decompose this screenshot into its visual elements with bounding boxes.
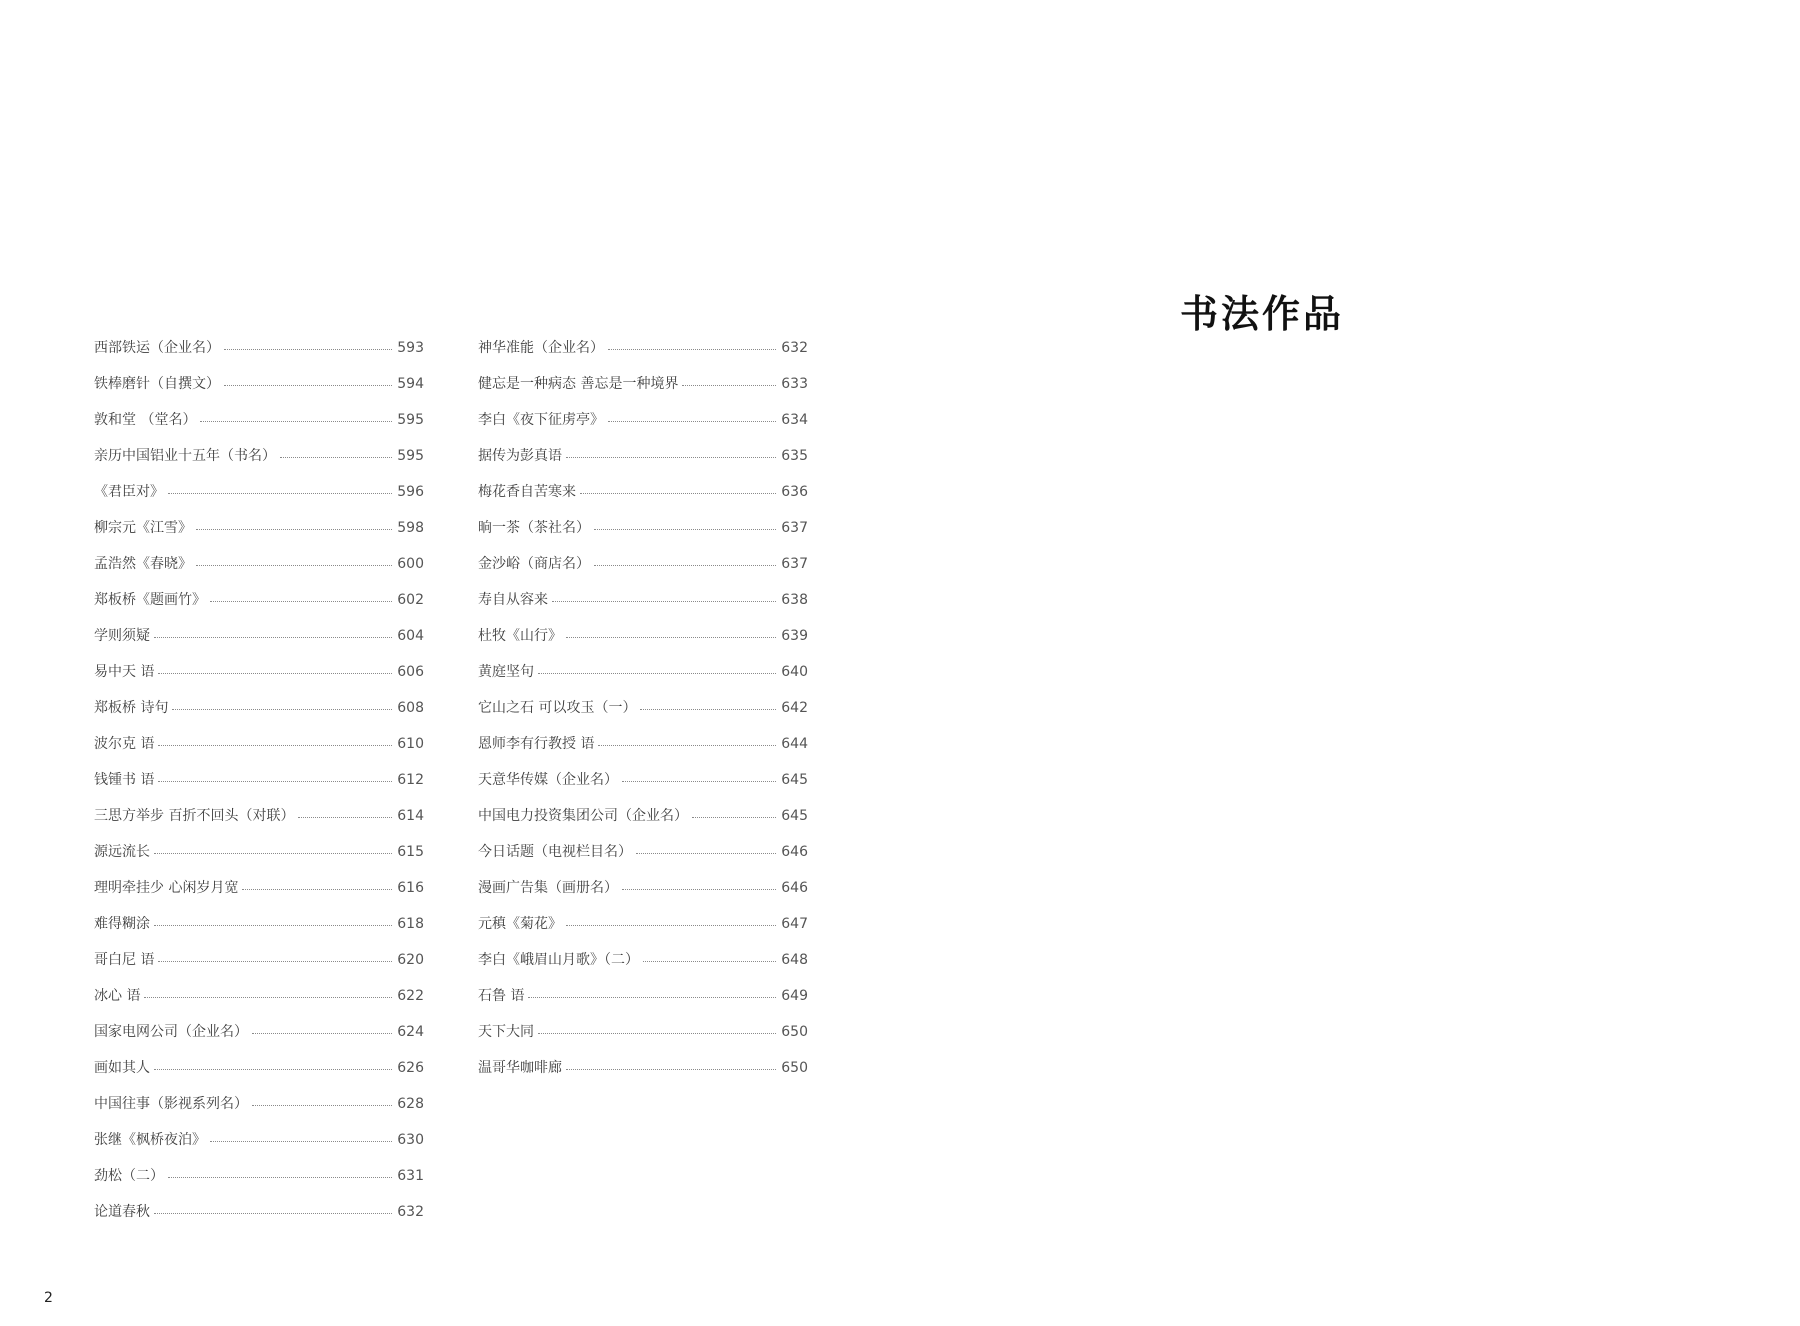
toc-entry xyxy=(478,1014,808,1050)
dot-leader xyxy=(158,745,392,746)
toc-entry-title: 晌一茶（茶社名） xyxy=(478,520,590,536)
toc-entry-page: 646 xyxy=(781,844,808,860)
toc-entry-page: 633 xyxy=(781,376,808,392)
dot-leader xyxy=(196,529,392,530)
toc-entry-title: 理明牵挂少 心闲岁月宽 xyxy=(94,880,239,896)
toc-entry-title: 学则须疑 xyxy=(94,628,150,644)
page-number: 2 xyxy=(44,1290,53,1306)
dot-leader xyxy=(598,745,776,746)
toc-entry-page: 608 xyxy=(397,700,424,716)
toc-entry-title: 梅花香自苦寒来 xyxy=(478,484,576,500)
dot-leader xyxy=(280,457,392,458)
toc-entry-title: 郑板桥 诗句 xyxy=(94,700,169,716)
toc-column-right xyxy=(478,330,808,1086)
toc-entry xyxy=(94,654,424,690)
toc-entry xyxy=(94,690,424,726)
toc-entry xyxy=(478,762,808,798)
toc-entry-page: 632 xyxy=(397,1204,424,1220)
dot-leader xyxy=(566,1069,776,1070)
toc-entry xyxy=(94,978,424,1014)
toc-entry-page: 647 xyxy=(781,916,808,932)
dot-leader xyxy=(168,493,392,494)
toc-entry xyxy=(94,546,424,582)
dot-leader xyxy=(643,961,776,962)
dot-leader xyxy=(640,709,776,710)
toc-entry xyxy=(478,510,808,546)
toc-entry xyxy=(478,438,808,474)
toc-entry xyxy=(94,510,424,546)
toc-entry xyxy=(478,618,808,654)
toc-entry-page: 630 xyxy=(397,1132,424,1148)
toc-entry-title: 寿自从容来 xyxy=(478,592,548,608)
toc-entry-page: 593 xyxy=(397,340,424,356)
toc-entry-title: 李白《夜下征虏亭》 xyxy=(478,412,604,428)
toc-entry-title: 敦和堂 （堂名） xyxy=(94,412,197,428)
dot-leader xyxy=(242,889,392,890)
toc-entry-title: 钱锺书 语 xyxy=(94,772,155,788)
toc-entry xyxy=(478,1050,808,1086)
toc-entry-title: 张继《枫桥夜泊》 xyxy=(94,1132,206,1148)
toc-entry-page: 602 xyxy=(397,592,424,608)
toc-entry-title: 冰心 语 xyxy=(94,988,141,1004)
toc-entry-page: 648 xyxy=(781,952,808,968)
toc-entry-page: 606 xyxy=(397,664,424,680)
toc-entry-title: 难得糊涂 xyxy=(94,916,150,932)
toc-entry xyxy=(94,798,424,834)
toc-entry xyxy=(94,1086,424,1122)
toc-entry-page: 595 xyxy=(397,412,424,428)
toc-entry xyxy=(478,870,808,906)
toc-entry-page: 642 xyxy=(781,700,808,716)
toc-entry xyxy=(94,330,424,366)
toc-entry-title: 天意华传媒（企业名） xyxy=(478,772,618,788)
toc-entry-page: 632 xyxy=(781,340,808,356)
toc-entry-title: 神华准能（企业名） xyxy=(478,340,604,356)
toc-entry-page: 631 xyxy=(397,1168,424,1184)
dot-leader xyxy=(196,565,392,566)
dot-leader xyxy=(622,781,776,782)
toc-entry-page: 645 xyxy=(781,808,808,824)
toc-entry xyxy=(94,726,424,762)
toc-entry-title: 据传为彭真语 xyxy=(478,448,562,464)
toc-entry-title: 论道春秋 xyxy=(94,1204,150,1220)
dot-leader xyxy=(154,1069,392,1070)
toc-entry-page: 614 xyxy=(397,808,424,824)
toc-entry xyxy=(94,474,424,510)
dot-leader xyxy=(538,673,776,674)
dot-leader xyxy=(566,925,776,926)
toc-entry-page: 598 xyxy=(397,520,424,536)
toc-entry xyxy=(94,870,424,906)
dot-leader xyxy=(154,1213,392,1214)
dot-leader xyxy=(594,565,776,566)
toc-entry xyxy=(478,474,808,510)
toc-entry xyxy=(94,582,424,618)
toc-entry-page: 650 xyxy=(781,1060,808,1076)
dot-leader xyxy=(210,1141,392,1142)
dot-leader xyxy=(154,637,392,638)
toc-entry xyxy=(94,1122,424,1158)
toc-entry-title: 它山之石 可以攻玉（一） xyxy=(478,700,637,716)
toc-entry-page: 636 xyxy=(781,484,808,500)
toc-entry xyxy=(94,1194,424,1230)
toc-entry xyxy=(478,582,808,618)
dot-leader xyxy=(154,925,392,926)
toc-entry-page: 612 xyxy=(397,772,424,788)
toc-entry xyxy=(94,1158,424,1194)
toc-entry xyxy=(478,942,808,978)
dot-leader xyxy=(252,1033,392,1034)
toc-entry xyxy=(478,402,808,438)
toc-entry-page: 638 xyxy=(781,592,808,608)
toc-entry-page: 637 xyxy=(781,520,808,536)
toc-entry-title: 三思方举步 百折不回头（对联） xyxy=(94,808,295,824)
dot-leader xyxy=(608,349,776,350)
toc-entry-page: 594 xyxy=(397,376,424,392)
toc-entry-page: 622 xyxy=(397,988,424,1004)
toc-entry xyxy=(478,834,808,870)
dot-leader xyxy=(580,493,776,494)
dot-leader xyxy=(224,385,392,386)
toc-entry-page: 620 xyxy=(397,952,424,968)
toc-entry-title: 柳宗元《江雪》 xyxy=(94,520,192,536)
toc-entry xyxy=(478,798,808,834)
toc-entry-page: 634 xyxy=(781,412,808,428)
toc-entry-title: 中国电力投资集团公司（企业名） xyxy=(478,808,688,824)
toc-entry-title: 铁棒磨针（自撰文） xyxy=(94,376,220,392)
toc-entry-title: 劲松（二） xyxy=(94,1168,164,1184)
toc-entry xyxy=(94,906,424,942)
toc-entry-page: 616 xyxy=(397,880,424,896)
toc-entry-title: 天下大同 xyxy=(478,1024,534,1040)
toc-entry xyxy=(478,546,808,582)
dot-leader xyxy=(158,673,392,674)
dot-leader xyxy=(528,997,776,998)
dot-leader xyxy=(298,817,392,818)
toc-entry-title: 波尔克 语 xyxy=(94,736,155,752)
toc-entry-title: 恩师李有行教授 语 xyxy=(478,736,595,752)
dot-leader xyxy=(692,817,776,818)
toc-entry-title: 金沙峪（商店名） xyxy=(478,556,590,572)
toc-entry-page: 628 xyxy=(397,1096,424,1112)
toc-entry-title: 哥白尼 语 xyxy=(94,952,155,968)
toc-entry-page: 635 xyxy=(781,448,808,464)
toc-entry xyxy=(94,402,424,438)
toc-entry-title: 杜牧《山行》 xyxy=(478,628,562,644)
dot-leader xyxy=(168,1177,392,1178)
toc-entry-title: 源远流长 xyxy=(94,844,150,860)
dot-leader xyxy=(210,601,392,602)
toc-column-left xyxy=(94,330,424,1230)
toc-entry-page: 618 xyxy=(397,916,424,932)
dot-leader xyxy=(172,709,392,710)
toc-entry xyxy=(478,906,808,942)
dot-leader xyxy=(594,529,776,530)
dot-leader xyxy=(566,637,776,638)
toc-entry-title: 今日话题（电视栏目名） xyxy=(478,844,632,860)
toc-entry-page: 624 xyxy=(397,1024,424,1040)
toc-entry-page: 610 xyxy=(397,736,424,752)
dot-leader xyxy=(158,781,392,782)
toc-entry-title: 李白《峨眉山月歌》（二） xyxy=(478,952,639,968)
toc-entry-page: 626 xyxy=(397,1060,424,1076)
toc-entry-page: 615 xyxy=(397,844,424,860)
toc-entry-page: 596 xyxy=(397,484,424,500)
toc-entry xyxy=(478,690,808,726)
dot-leader xyxy=(154,853,392,854)
toc-entry-page: 604 xyxy=(397,628,424,644)
dot-leader xyxy=(608,421,776,422)
toc-entry-title: 漫画广告集（画册名） xyxy=(478,880,618,896)
toc-entry-title: 郑板桥《题画竹》 xyxy=(94,592,206,608)
dot-leader xyxy=(538,1033,776,1034)
toc-entry-title: 健忘是一种病态 善忘是一种境界 xyxy=(478,376,679,392)
toc-entry-title: 国家电网公司（企业名） xyxy=(94,1024,248,1040)
toc-entry xyxy=(478,330,808,366)
toc-entry xyxy=(478,726,808,762)
toc-entry xyxy=(94,762,424,798)
dot-leader xyxy=(252,1105,392,1106)
toc-entry-title: 西部铁运（企业名） xyxy=(94,340,220,356)
toc-entry-title: 元稹《菊花》 xyxy=(478,916,562,932)
toc-entry-page: 644 xyxy=(781,736,808,752)
dot-leader xyxy=(566,457,776,458)
toc-entry-page: 639 xyxy=(781,628,808,644)
toc-entry-title: 温哥华咖啡廊 xyxy=(478,1060,562,1076)
toc-entry xyxy=(94,942,424,978)
toc-entry-page: 637 xyxy=(781,556,808,572)
toc-entry-page: 600 xyxy=(397,556,424,572)
toc-entry-title: 易中天 语 xyxy=(94,664,155,680)
toc-entry xyxy=(94,1014,424,1050)
toc-entry-title: 亲历中国铝业十五年（书名） xyxy=(94,448,276,464)
toc-entry xyxy=(94,1050,424,1086)
dot-leader xyxy=(144,997,392,998)
toc-entry-title: 石鲁 语 xyxy=(478,988,525,1004)
toc-entry-page: 649 xyxy=(781,988,808,1004)
toc-entry-page: 640 xyxy=(781,664,808,680)
toc-entry-page: 646 xyxy=(781,880,808,896)
toc-entry-page: 650 xyxy=(781,1024,808,1040)
section-title: 书法作品 xyxy=(1180,292,1345,336)
toc-entry xyxy=(478,654,808,690)
toc-entry xyxy=(478,978,808,1014)
toc-entry-title: 中国往事（影视系列名） xyxy=(94,1096,248,1112)
toc-entry xyxy=(94,834,424,870)
toc-entry xyxy=(478,366,808,402)
dot-leader xyxy=(682,385,776,386)
toc-entry xyxy=(94,366,424,402)
toc-entry-page: 645 xyxy=(781,772,808,788)
dot-leader xyxy=(158,961,392,962)
toc-entry-title: 黄庭坚句 xyxy=(478,664,534,680)
dot-leader xyxy=(200,421,392,422)
dot-leader xyxy=(622,889,776,890)
toc-entry-title: 孟浩然《春晓》 xyxy=(94,556,192,572)
toc-entry xyxy=(94,438,424,474)
dot-leader xyxy=(636,853,776,854)
dot-leader xyxy=(224,349,392,350)
toc-entry-title: 画如其人 xyxy=(94,1060,150,1076)
dot-leader xyxy=(552,601,776,602)
toc-entry-page: 595 xyxy=(397,448,424,464)
toc-entry xyxy=(94,618,424,654)
toc-entry-title: 《君臣对》 xyxy=(94,484,164,500)
